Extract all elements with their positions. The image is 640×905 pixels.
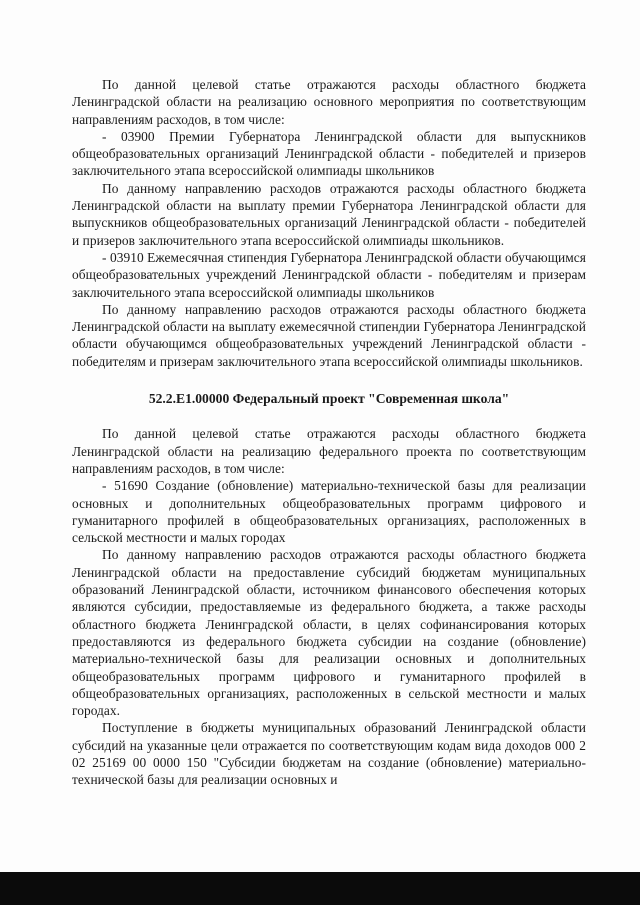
paragraph-item-03910: - 03910 Ежемесячная стипендия Губернатора Ленинградской области обучающимся общеобразовательных учреждений Ленинградской области - победителям и призерам заключительного этапа всероссийской олимпиады школьников: [72, 249, 586, 300]
paragraph-intro-federal-project: По данной целевой статье отражаются расходы областного бюджета Ленинградской области на реализацию федерального проекта по соответствующим направлениям расходов, в том числе:: [72, 426, 586, 476]
paragraph-intro-main-event: По данной целевой статье отражаются расходы областного бюджета Ленинградской области на реализацию основного мероприятия по соответствующим направлениям расходов, в том числе:: [72, 77, 586, 127]
document-body: [72, 76, 586, 789]
scan-edge-band: [0, 872, 640, 905]
section-heading: 52.2.E1.00000 Федеральный проект "Современная школа": [148, 391, 510, 407]
paragraph-item-03900: - 03900 Премии Губернатора Ленинградской области для выпускников общеобразовательных организаций Ленинградской области - победителей и призеров заключительного этапа всероссийской олимпиады школьников: [72, 128, 586, 179]
paragraph-item-51690: - 51690 Создание (обновление) материально-технической базы для реализации основных и дополнительных общеобразовательных программ цифрового и гуманитарного профилей в общеобразовательных организациях, расположенных в сельской местности и малых городах: [72, 478, 586, 546]
paragraph-desc-03910: По данному направлению расходов отражаются расходы областного бюджета Ленинградской области на выплату ежемесячной стипендии Губернатора Ленинградской области обучающимся общеобразовательных учреждений Ленинградской области - победителям и призерам заключительного этапа всероссийской олимпиады школьников.: [72, 301, 586, 369]
paragraph-desc-03900: По данному направлению расходов отражаются расходы областного бюджета Ленинградской области на выплату премии Губернатора Ленинградской области для выпускников общеобразовательных организаций Ленинградской области - победителей и призеров заключительного этапа всероссийской олимпиады школьников.: [72, 180, 586, 248]
paragraph-revenue-code: Поступление в бюджеты муниципальных образований Ленинградской области субсидий на указанные цели отражается по соответствующим кодам вида доходов 000 2 02 25169 00 0000 150 "Субсидии бюджетам на создание (обновление) материально-технической базы для реализации основных и: [72, 720, 586, 788]
paragraph-desc-51690: По данному направлению расходов отражаются расходы областного бюджета Ленинградской области на предоставление субсидий бюджетам муниципальных образований Ленинградской области, источником финансового обеспечения которых являются субсидии, предоставляемые из федерального бюджета, а также расходы областного бюджета Ленинградской области, в целях софинансирования которых предоставляются из федерального бюджета субсидии на создание (обновление) материально-технической базы для реализации основных и дополнительных общеобразовательных программ цифрового и гуманитарного профилей в общеобразовательных организациях, расположенных в сельской местности и малых городах.: [72, 547, 586, 719]
